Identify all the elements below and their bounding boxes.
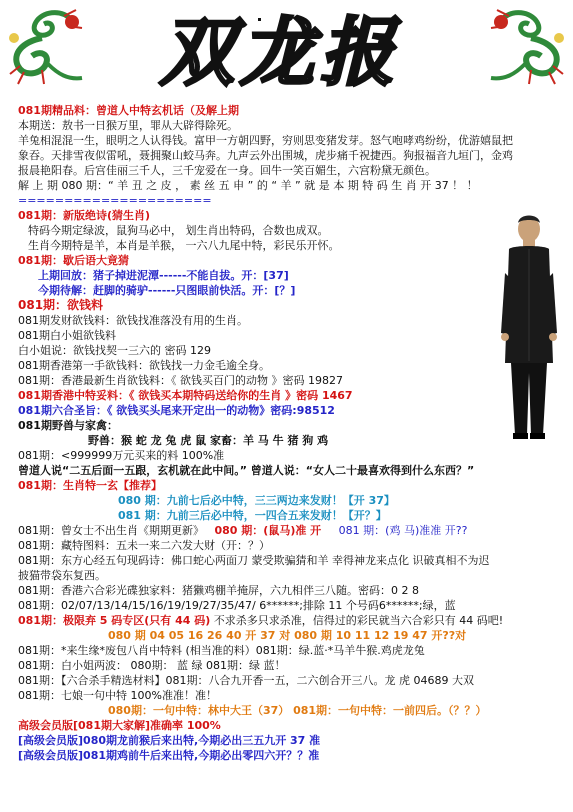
recommend-last: 080 期：九前七后必中特，三三两边来发财！【开 37】 [118, 494, 395, 507]
vip-line: [高级会员版]081期鸡前牛后来出特,今期必出零四六开？？准 [18, 749, 320, 762]
masthead-title: 双龙报 [160, 10, 400, 96]
text-line: 白小姐说：欲钱找契一三六的 密码 129 [18, 344, 211, 357]
text-line-orange: 080 期 04 05 16 26 40 开 37 对 080 期 10 11 12 19 47 开??对 [108, 629, 467, 642]
masthead-area [0, 0, 573, 100]
text-line: 特码今期定绿波，鼠狗马必中， 划生肖出特码，合数也成双。 [28, 224, 329, 237]
text-line: 曾道人说“二五后面一五跟，玄机就在此中间。” 曾道人说：“女人二十最喜欢得到什么东西？” [18, 464, 475, 477]
text-line: 披猫带袋东复西。 [18, 569, 106, 582]
section-title-money: 081期：欲钱料 [18, 298, 104, 312]
text-line: 081期：东方心经五句现码诗：佛口蛇心两面刀 蒙受欺骗猜和羊 幸得神龙来点化 识破真相不为迟 [18, 554, 490, 567]
text-span-red: 081期：极限弃 5 码专区(只有 44 码) [18, 614, 211, 627]
riddle-last: 上期回放：猪子掉进泥潭------不能自拔。开：[37] [38, 269, 289, 282]
section-title-riddle: 081期：歇后语大竟猜 [18, 254, 129, 267]
text-line-mixed [18, 613, 558, 628]
text-line-highlight: 081期六合圣旨：《 欲钱买头尾来开定出一的动物》密码:98512 [18, 404, 335, 417]
text-line: 081期：藏特图料：五未一来二六发大财（开：？） [18, 539, 270, 552]
text-span: 不求杀多只求杀准，信得过的彩民就当六合彩只有 44 码吧! [213, 614, 504, 627]
text-span: 081期：曾女士不出生肖《期期更新》 [18, 524, 204, 537]
section-title-animals: 081期野兽与家禽： [18, 419, 118, 432]
text-line: 象吞。天排雪夜似雷吼，聂拥聚山蛟马奔。九声云外出围城，虎步痛千祝捷西。狗报福音九垣门，金鸡 [18, 149, 513, 162]
vip-line: [高级会员版]080期龙前猴后来出特,今期必出三五九开 37 准 [18, 734, 321, 747]
text-line: 081期：香港最新生肖欲钱料：《 欲钱买百门的动物 》密码 19827 [18, 374, 343, 387]
text-line: 本期送：敖书一日猴万里，罪从大辟得除死。 [18, 119, 238, 132]
text-line: 081期发财欲钱料：欲钱找准落没有用的生肖。 [18, 314, 248, 327]
text-line: 081期：七娘一句中特 100%准准！准！ [18, 689, 217, 702]
riddle-current: 今期待解：赶脚的骑驴------只图眼前快活。开：[？] [38, 284, 296, 297]
animals-line: 野兽：猴 蛇 龙 兔 虎 鼠 家畜：羊 马 牛 猪 狗 鸡 [88, 434, 329, 447]
text-span-red: 080 期：(鼠马)准 开 [214, 524, 322, 537]
recommend-current: 081 期：九前三后必中特，一四合五来发财！【开？】 [118, 509, 387, 522]
text-line: 报晨艳阳春。后宫佳丽三千人，三千宠爱在一身。回牛一笑百媚生，六宫粉黛无颜色。 [18, 164, 436, 177]
dragon-right-icon [481, 8, 571, 92]
text-line-orange: 080期：一句中特：林中大王（37） 081期：一句中特：一前四后。（？？） [108, 704, 487, 717]
text-line: 081期：*来生缘*废包八肖中特料 (相当准的料）081期：绿.蓝·*马羊牛猴.鸡虎龙兔 [18, 644, 425, 657]
text-line: 081期：香港六合彩光碟独家料：猪獭鸡棚羊掩屏，六九相伴三八随。密码：0 2 8 [18, 584, 419, 597]
dragon-left-icon [2, 8, 92, 92]
section-title-vip: 高级会员版[081期大家解]准确率 100% [18, 719, 221, 732]
text-line: 081期白小姐欲钱料 [18, 329, 116, 342]
text-line-mixed [18, 523, 558, 538]
text-line: 生肖今期特是羊，本肖是羊猴， 一六八九尾中特，彩民乐开怀。 [28, 239, 340, 252]
text-line: 081期香港第一手欲钱料：欲钱找一力金毛逾全身。 [18, 359, 270, 372]
text-line: 081期：白小姐两波： 080期： 蓝 绿 081期：绿 蓝！ [18, 659, 286, 672]
text-line: 081期：【六合杀手精选材料】081期：八合九开香一五，二六创合开三八。龙 虎 04689 大双 [18, 674, 474, 687]
text-line: 羊兔相混混一生，眼明之人认得钱。富甲一方朝四野，穷则思变猪发芽。怒气咆哮鸡纷纷，优游嬉鼠把 [18, 134, 513, 147]
text-line: 081期：02/07/13/14/15/16/19/19/27/35/47/ 6******;排除 11 个号码6******;绿，蓝 [18, 599, 456, 612]
section-title-jingpin: 081期精品料：曾道人中特玄机话（及解上期 [18, 104, 239, 117]
article-body [18, 103, 558, 763]
text-line: 081期：<999999万元买来的料 100%准 [18, 449, 225, 462]
text-line-highlight: 081期香港中特妥料：《 欲钱买本期特码送给你的生肖 》密码 1467 [18, 389, 353, 402]
text-span-blue: 081 期：(鸡 马)准准 开?? [338, 524, 468, 537]
divider-line: ===================== [18, 194, 212, 207]
text-line: 解 上 期 080 期：“ 羊 丑 之 皮 ， 素 丝 五 申 ” 的 “ 羊 ” 就 是 本 期 特 码 生 肖 开 37 ！ ！ [18, 179, 478, 192]
section-title-poem: 081期：新版绝诗(猜生肖) [18, 209, 151, 222]
section-title-recommend: 081期：生肖特一玄【推荐】 [18, 479, 162, 492]
